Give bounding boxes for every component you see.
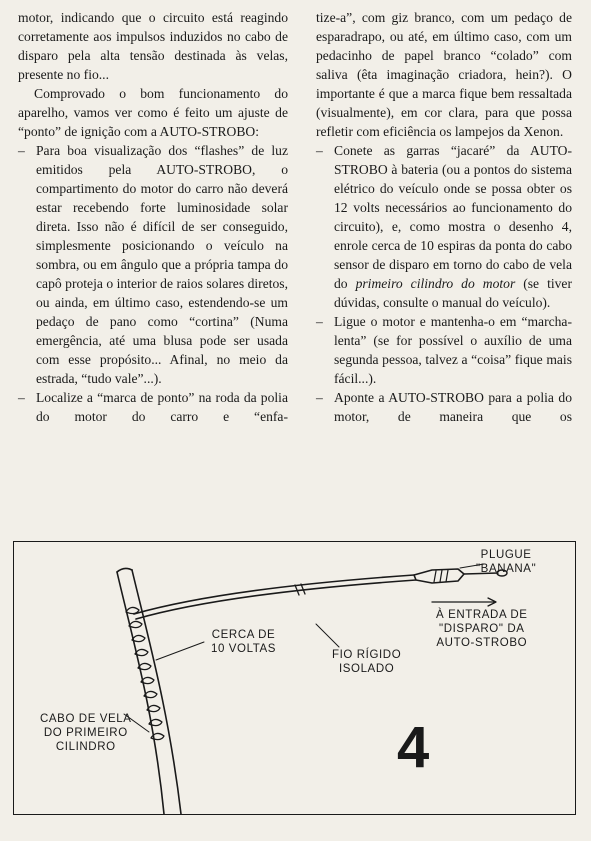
- list-item-locate-mark: – Localize a “marca de ponto” na roda da polia do motor do carro e “enfa-: [18, 388, 288, 426]
- list-item-aim: – Aponte a AUTO-STROBO para a polia do motor, de maneira que os: [316, 388, 572, 426]
- paragraph-intro: Comprovado o bom funcionamento do aparelho, vamos ver como é feito um ajuste de “ponto” de ignição com a AUTO-STROBO:: [18, 86, 288, 139]
- list-item-visibility: – Para boa visualização dos “flashes” de luz emitidos pela AUTO-STROBO, o compartimento do motor do carro não deverá estar recebendo forte luminosidade solar direta. Isso não é difícil de ser conseguido, simplesmente posicionando o veículo na sombra, ou em ângulo que a própria tampa do capô proteja o interior de raios solares diretos, ou ainda, em último caso, estendendo-se um pedaço de pano como “cortina” (Numa emergência, até uma blusa pode ser usada com esse propósito... Afinal, no meio da estrada, “tudo vale”...).: [18, 141, 288, 388]
- list-item-connect: [316, 141, 572, 312]
- banana-plug: [414, 569, 464, 583]
- list-item-start-engine: – Ligue o motor e mantenha-o em “marcha-lenta” (se for possível o auxílio de uma segunda pessoa, talvez a “coisa” fique mais fácil...).: [316, 312, 572, 388]
- input-label: À ENTRADA DE "DISPARO" DA AUTO-STROBO: [436, 609, 528, 649]
- connect-text-emphasis: primeiro cilindro do motor: [355, 276, 516, 291]
- figure-4: [13, 541, 576, 815]
- plug-label: PLUGUE "BANANA": [476, 549, 537, 575]
- figure-drawing: [14, 542, 577, 816]
- figure-number: 4: [397, 715, 430, 780]
- paragraph-highlight-mark: tize-a”, com giz branco, com um pedaço de esparadrapo, ou até, em último caso, com um pedacinho de papel branco “colado” com saliva (êta imaginação criadora, hein?). O importante é que a marca fique bem ressaltada (visualmente), em cor clara, para que possa refletir com eficiência os lampejos da Xenon.: [316, 10, 572, 139]
- turns-label: CERCA DE 10 VOLTAS: [211, 629, 277, 655]
- rigid-wire: [134, 575, 414, 614]
- connect-text-a: Conete as garras “jacaré” da AUTO-STROBO à bateria (ou a pontos do sistema elétrico do veículo onde se possa obter os 12 volts necessários ao funcionamento do circuito), e, como mostra o desenho 4, enrole cerca de 10 espiras da ponta do cabo sensor de disparo em torno do cabo de vela do: [334, 143, 572, 291]
- paragraph-continuation: motor, indicando que o circuito está reagindo corretamente aos impulsos induzidos no cabo de disparo pela alta tensão destinada às velas, presente no fio...: [18, 10, 288, 82]
- left-column: [18, 8, 288, 426]
- wire-label: FIO RÍGIDO ISOLADO: [332, 649, 402, 675]
- connect-text-b: (se tiver dúvidas, consulte o manual do veículo).: [334, 276, 572, 310]
- cable-label: CABO DE VELA DO PRIMEIRO CILINDRO: [40, 713, 132, 753]
- right-column: [316, 8, 572, 426]
